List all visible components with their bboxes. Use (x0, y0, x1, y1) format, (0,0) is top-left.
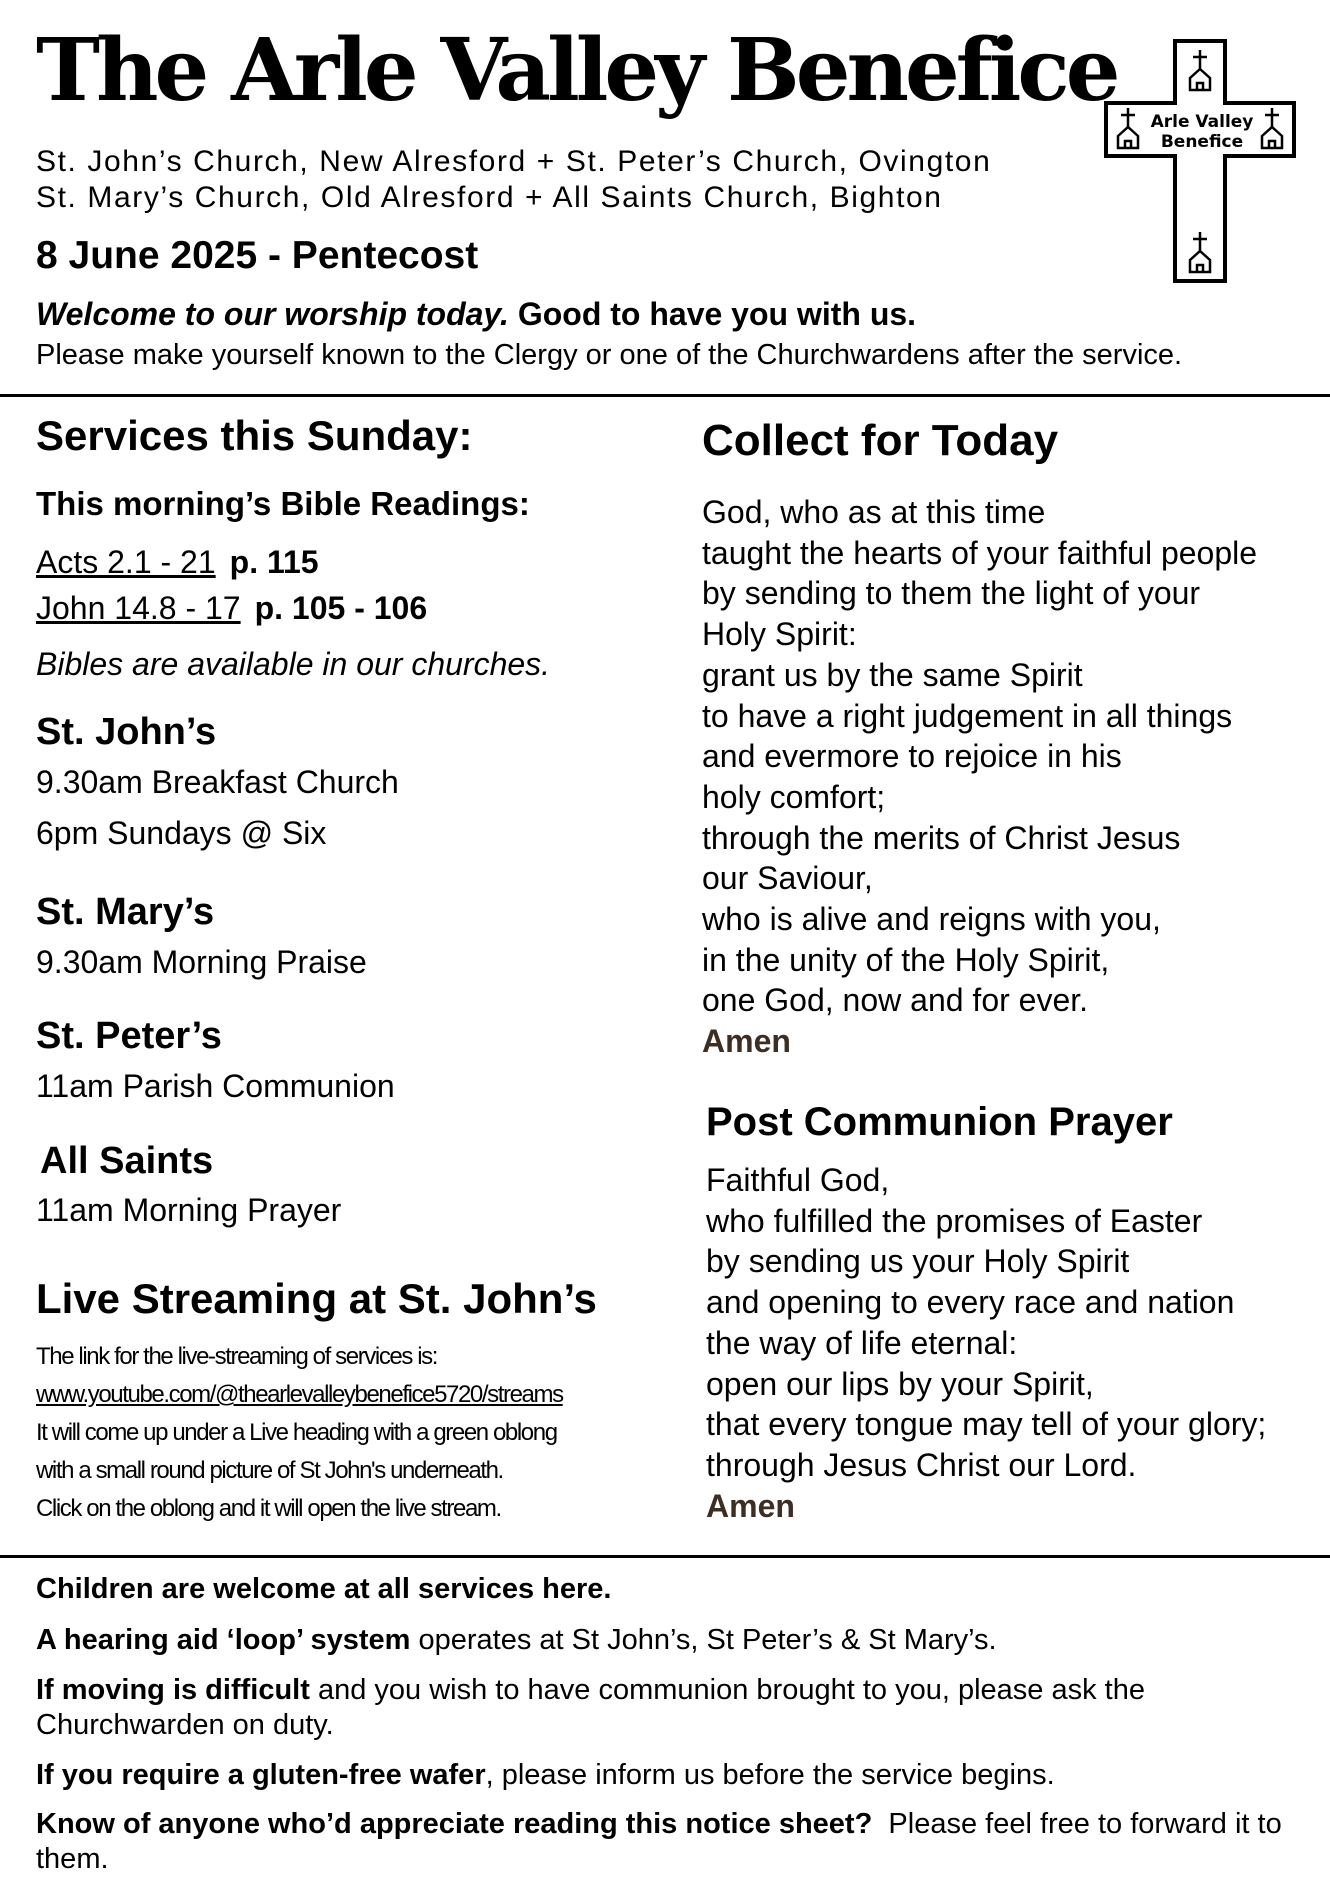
streaming-line: Click on the oblong and it will open the live stream. (36, 1495, 501, 1522)
streaming-line: with a small round picture of St John's underneath. (36, 1457, 503, 1484)
divider-bottom (0, 1555, 1330, 1558)
prayer-line: and opening to every race and nation (706, 1284, 1235, 1321)
notice-forward-sheet (36, 1807, 1296, 1877)
collect-prayer (702, 492, 1257, 1062)
notice-bold: If you require a gluten-free wafer (36, 1759, 486, 1791)
prayer-line: in the unity of the Holy Spirit, (702, 941, 1110, 978)
notice-bold: If moving is difficult (36, 1674, 310, 1706)
reading-john-page: p. 105 - 106 (254, 590, 428, 626)
prayer-line: and evermore to rejoice in his (702, 738, 1122, 775)
church-name-st-marys: St. Mary’s (36, 891, 215, 933)
notice-bold: A hearing aid ‘loop’ system (36, 1624, 411, 1656)
reading-john-link[interactable]: John 14.8 - 17 (36, 590, 241, 626)
prayer-line: grant us by the same Spirit (702, 656, 1083, 693)
service-time: 6pm Sundays @ Six (36, 815, 327, 851)
service-time: 9.30am Morning Praise (36, 944, 367, 980)
prayer-line: taught the hearts of your faithful people (702, 534, 1258, 571)
post-communion-amen: Amen (706, 1487, 795, 1524)
prayer-line: through the merits of Christ Jesus (702, 819, 1181, 856)
notice-text: and you wish to have communion brought to you, please ask the Churchwarden on duty. (36, 1674, 1145, 1741)
notice-text: Please feel free to forward it to them. (36, 1808, 1290, 1875)
streaming-line: The link for the live-streaming of services is: (36, 1343, 438, 1370)
reading-acts-link[interactable]: Acts 2.1 - 21 (36, 544, 216, 580)
collect-amen: Amen (702, 1023, 791, 1060)
bibles-note: Bibles are available in our churches. (36, 646, 551, 682)
post-communion-prayer (706, 1160, 1266, 1526)
notice-text: operates at St John’s, St Peter’s & St Mary’s. (410, 1624, 997, 1656)
prayer-line: one God, now and for ever. (702, 982, 1089, 1019)
notice-children: Children are welcome at all services here. (36, 1573, 612, 1605)
introduction-note: Please make yourself known to the Clergy or one of the Churchwardens after the service. (36, 339, 1183, 371)
divider-top (0, 394, 1330, 397)
notice-hearing-loop (36, 1623, 1296, 1658)
service-time: 11am Parish Communion (36, 1068, 395, 1104)
reading-acts-page: p. 115 (229, 544, 319, 580)
prayer-line: our Saviour, (702, 860, 873, 897)
welcome-bold: Good to have you with us. (517, 296, 917, 332)
logo-line-1: Arle Valley (1150, 112, 1254, 132)
cross-logo-icon (1100, 36, 1300, 286)
prayer-line: the way of life eternal: (706, 1324, 1018, 1361)
service-time: 9.30am Breakfast Church (36, 764, 399, 800)
churches-line-2: St. Mary’s Church, Old Alresford + All Saints Church, Bighton (36, 181, 943, 214)
notice-bold: Know of anyone who’d appreciate reading this notice sheet? (36, 1808, 873, 1840)
streaming-heading: Live Streaming at St. John’s (36, 1275, 597, 1322)
church-name-all-saints: All Saints (40, 1140, 214, 1182)
prayer-line: open our lips by your Spirit, (706, 1365, 1094, 1402)
streaming-link[interactable]: www.youtube.com/@thearlevalleybenefice5720/streams (36, 1381, 563, 1408)
collect-heading: Collect for Today (702, 416, 1059, 465)
prayer-line: that every tongue may tell of your glory; (706, 1406, 1267, 1443)
prayer-line: who fulfilled the promises of Easter (706, 1202, 1203, 1239)
streaming-line: It will come up under a Live heading with a green oblong (36, 1419, 557, 1446)
prayer-line: by sending us your Holy Spirit (706, 1243, 1130, 1280)
logo-line-2: Benefice (1160, 132, 1244, 152)
church-name-st-johns: St. John’s (36, 711, 217, 753)
prayer-line: Holy Spirit: (702, 616, 857, 653)
notice-text: , please inform us before the service begins. (485, 1759, 1055, 1791)
church-name-st-peters: St. Peter’s (36, 1015, 222, 1057)
reading-john (36, 590, 427, 627)
prayer-line: God, who as at this time (702, 494, 1046, 530)
streaming-info (36, 1338, 563, 1528)
post-communion-heading: Post Communion Prayer (706, 1100, 1173, 1144)
prayer-line: by sending to them the light of your (702, 575, 1201, 612)
service-time: 11am Morning Prayer (36, 1192, 342, 1228)
prayer-line: who is alive and reigns with you, (702, 901, 1161, 938)
churches-line-1: St. John’s Church, New Alresford + St. Peter’s Church, Ovington (36, 145, 992, 178)
notice-gluten-free (36, 1758, 1296, 1793)
prayer-line: to have a right judgement in all things (702, 697, 1233, 734)
readings-heading: This morning’s Bible Readings: (36, 485, 530, 522)
welcome-message (36, 296, 916, 333)
service-date: 8 June 2025 - Pentecost (36, 234, 479, 277)
reading-acts (36, 544, 319, 581)
services-heading: Services this Sunday: (36, 412, 473, 459)
prayer-line: holy comfort; (702, 778, 886, 815)
prayer-line: through Jesus Christ our Lord. (706, 1446, 1137, 1483)
prayer-line: Faithful God, (706, 1162, 890, 1198)
notice-communion-at-home (36, 1673, 1296, 1743)
page-title: The Arle Valley Benefice (36, 20, 1117, 121)
benefice-logo (1100, 36, 1300, 286)
welcome-italic: Welcome to our worship today. (36, 296, 509, 332)
